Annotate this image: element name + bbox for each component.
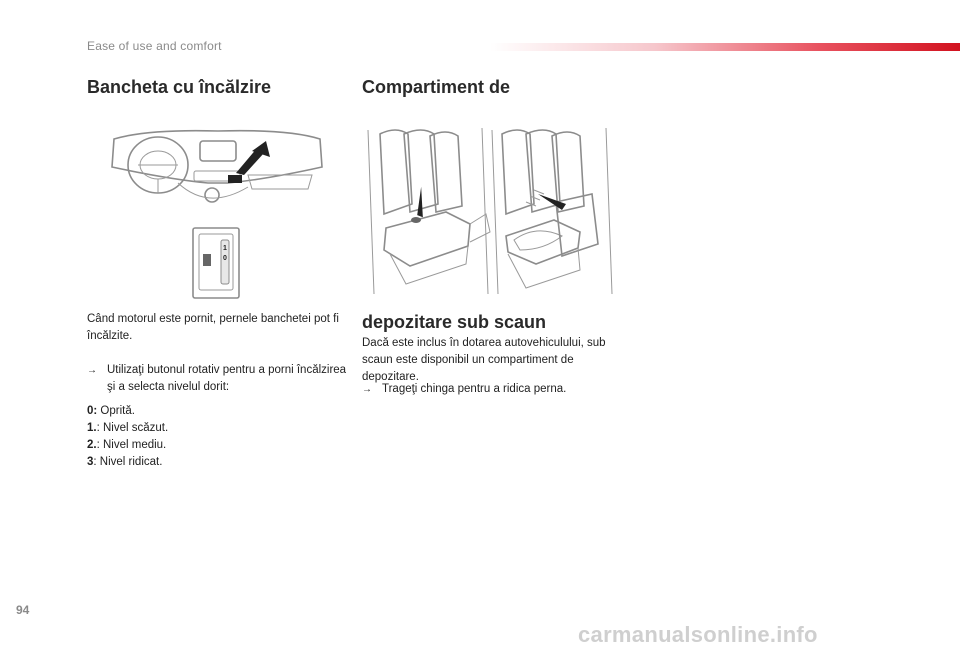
heated-bench-instruction — [87, 362, 347, 396]
bullet-arrow-icon: → — [87, 365, 97, 376]
header-accent-line — [490, 43, 960, 51]
bullet-arrow-icon: → — [362, 384, 372, 395]
heating-levels-list — [87, 403, 347, 471]
level-item: 0: Oprită. — [87, 405, 135, 417]
storage-instruction — [362, 381, 622, 398]
storage-paragraph: Dacă este inclus în dotarea autovehiculului, sub scaun este disponibil un compartiment de depozitare. — [362, 337, 606, 383]
section-header: Ease of use and comfort — [87, 39, 222, 53]
dashboard-illustration — [108, 127, 326, 217]
page-number: 94 — [16, 603, 30, 617]
storage-subtitle: depozitare sub scaun — [362, 312, 547, 332]
knob-label-1: 1 — [223, 245, 227, 252]
heated-bench-intro: Când motorul este pornit, pernele banchetei pot fi încălzite. — [87, 313, 339, 342]
heated-bench-instruction-text: Utilizaţi butonul rotativ pentru a porni încălzirea şi a selecta nivelul dorit: — [107, 364, 347, 393]
level-item: 2.: Nivel mediu. — [87, 439, 167, 451]
heated-bench-title: Bancheta cu încălzire — [87, 77, 272, 97]
level-item: 1.: Nivel scăzut. — [87, 422, 169, 434]
knob-label-0: 0 — [223, 255, 227, 262]
watermark: carmanualsonline.info — [578, 622, 818, 647]
level-item: 3: Nivel ridicat. — [87, 456, 163, 468]
heating-knob-illustration — [191, 226, 241, 300]
storage-title: Compartiment de — [362, 77, 511, 97]
storage-instruction-text: Trageţi chinga pentru a ridica perna. — [382, 383, 567, 395]
seat-storage-illustration — [366, 124, 614, 296]
